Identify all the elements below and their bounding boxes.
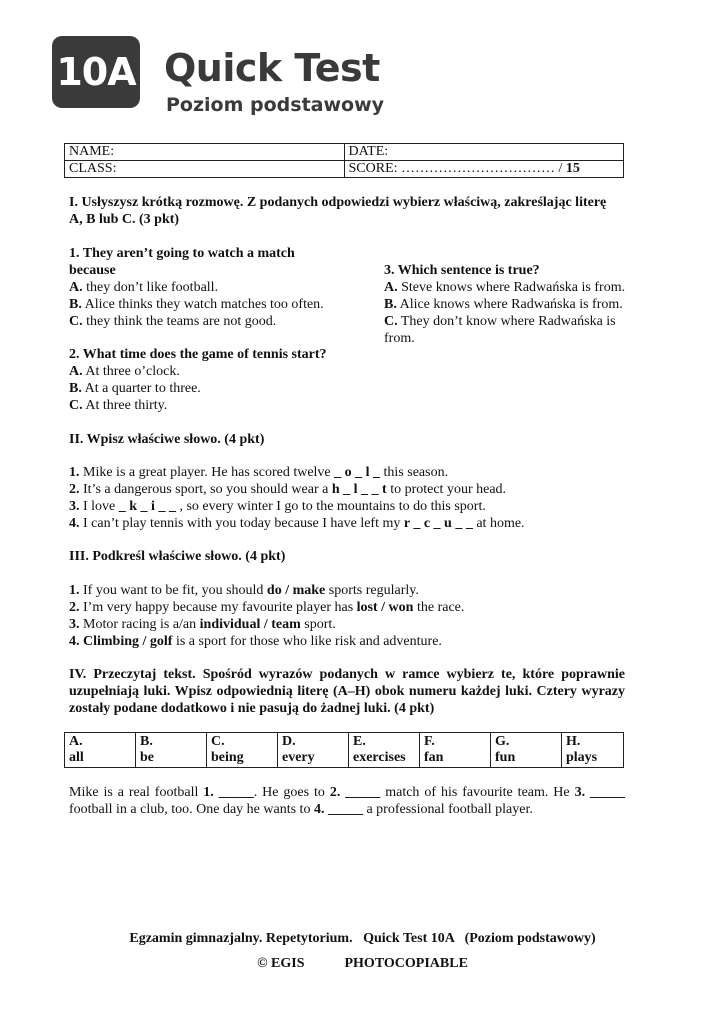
word-gap: _ o _ l _ — [334, 465, 381, 480]
word-letter: A. — [69, 734, 83, 749]
gap-text: match of his favourite team. He — [380, 785, 575, 800]
s2-item-3 — [69, 498, 486, 515]
word-gap: h _ l _ _ t — [331, 482, 387, 497]
word-bank-cell — [278, 733, 349, 768]
option-letter: B. — [384, 297, 397, 312]
item-number: 1. — [69, 583, 80, 598]
word-bank-cell — [136, 733, 207, 768]
item-number: 2. — [69, 600, 80, 615]
footer-copyright — [0, 956, 725, 972]
option-text: they don’t like football. — [86, 280, 219, 295]
word-letter: H. — [566, 734, 581, 749]
item-text: , so every winter I go to the mountains to do this sport. — [175, 499, 486, 514]
gap-text: . He goes to — [253, 785, 330, 800]
option-letter: A. — [384, 280, 398, 295]
item-text: If you want to be fit, you should — [83, 583, 267, 598]
option-letter: A. — [69, 364, 83, 379]
q1-option-a — [69, 279, 218, 296]
word-gap: _ k _ i _ _ — [118, 499, 176, 514]
option-text: At three thirty. — [85, 398, 168, 413]
item-text: to protect your head. — [386, 482, 507, 497]
word-text: plays — [566, 750, 598, 765]
logo-badge: 10A — [52, 36, 140, 108]
section-4-title-line2: uzupełniają luki. Wpisz odpowiednią literę (A–H) obok numeru każdej luki. Cztery wyrazy — [69, 684, 625, 699]
section-1-title-line1: I. Usłyszysz krótką rozmowę. Z podanych odpowiedzi wybierz właściwą, zakreślając literę — [69, 195, 607, 210]
item-text: Mike is a great player. He has scored twelve — [83, 465, 335, 480]
choice-options: do / make — [266, 583, 326, 598]
word-bank-cell — [65, 733, 136, 768]
s2-item-2 — [69, 481, 506, 498]
q2-question: 2. What time does the game of tennis start? — [69, 347, 327, 362]
page-title: Quick Test — [164, 46, 380, 90]
q3-option-a — [384, 279, 625, 296]
item-number: 4. — [69, 516, 80, 531]
word-letter: E. — [353, 734, 366, 749]
item-text: is a sport for those who like risk and adventure. — [172, 634, 442, 649]
option-letter: B. — [69, 297, 82, 312]
q3-question: 3. Which sentence is true? — [384, 263, 540, 278]
option-text: At three o’clock. — [85, 364, 180, 379]
word-bank-cell — [491, 733, 562, 768]
item-text: I love — [83, 499, 119, 514]
date-field: DATE: — [344, 144, 624, 161]
item-text: sports regularly. — [325, 583, 419, 598]
s2-item-1 — [69, 464, 448, 481]
item-text: this season. — [380, 465, 449, 480]
option-letter: C. — [384, 314, 398, 329]
option-text: Alice thinks they watch matches too often. — [84, 297, 324, 312]
score-label: SCORE: …………………………… / — [348, 161, 566, 176]
q1-question-line1: 1. They aren’t going to watch a match — [69, 246, 295, 261]
item-number: 3. — [69, 617, 80, 632]
name-field: NAME: — [65, 144, 345, 161]
gap-2: 2. _____ — [329, 785, 381, 800]
word-letter: C. — [211, 734, 225, 749]
score-total: 15 — [565, 161, 580, 176]
section-1-title-line2: A, B lub C. (3 pkt) — [69, 212, 180, 227]
option-text: Alice knows where Radwańska is from. — [399, 297, 623, 312]
option-letter: C. — [69, 314, 83, 329]
item-text: at home. — [472, 516, 525, 531]
item-text: Motor racing is a/an — [83, 617, 200, 632]
student-info-table — [64, 143, 624, 178]
s2-item-4 — [69, 515, 525, 532]
gap-text: a professional football player. — [362, 802, 533, 817]
word-bank-cell — [207, 733, 278, 768]
choice-options: individual / team — [199, 617, 301, 632]
word-bank-cell — [562, 733, 624, 768]
footer-title: Egzamin gimnazjalny. Repetytorium. Quick Test 10A (Poziom podstawowy) — [129, 931, 596, 946]
choice-options: lost / won — [356, 600, 414, 615]
option-text: Steve knows where Radwańska is from. — [401, 280, 626, 295]
q3-option-b — [384, 296, 623, 313]
section-3-title: III. Podkreśl właściwe słowo. (4 pkt) — [69, 549, 286, 564]
word-bank-table — [64, 732, 624, 768]
word-text: every — [282, 750, 315, 765]
s3-item-4 — [69, 633, 442, 650]
option-text: They don’t know where Radwańska is — [400, 314, 616, 329]
gap-3: 3. _____ — [574, 785, 626, 800]
item-text: sport. — [300, 617, 336, 632]
word-letter: D. — [282, 734, 296, 749]
gap-text-line1 — [69, 784, 625, 801]
option-text: they think the teams are not good. — [86, 314, 277, 329]
s3-item-2 — [69, 599, 464, 616]
item-number: 1. — [69, 465, 80, 480]
q1-question-line2: because — [69, 263, 116, 278]
option-letter: C. — [69, 398, 83, 413]
q2-option-b — [69, 380, 201, 397]
q1-option-c — [69, 313, 276, 330]
word-text: exercises — [353, 750, 406, 765]
gap-text: Mike is a real football — [69, 785, 204, 800]
s3-item-1 — [69, 582, 419, 599]
item-number: 2. — [69, 482, 80, 497]
item-text: the race. — [413, 600, 465, 615]
choice-options: Climbing / golf — [83, 634, 173, 649]
item-number: 4. — [69, 634, 80, 649]
option-letter: A. — [69, 280, 83, 295]
q2-option-a — [69, 363, 180, 380]
class-field: CLASS: — [65, 161, 345, 178]
copyright-text: © EGIS — [257, 956, 305, 971]
page-subtitle: Poziom podstawowy — [166, 94, 385, 116]
word-text: fan — [424, 750, 444, 765]
score-field — [344, 161, 624, 178]
q3-option-c — [384, 313, 616, 330]
word-letter: F. — [424, 734, 435, 749]
photocopiable-text: PHOTOCOPIABLE — [344, 956, 468, 971]
word-text: all — [69, 750, 84, 765]
word-text: fun — [495, 750, 516, 765]
gap-text-line2 — [69, 801, 533, 818]
word-text: being — [211, 750, 244, 765]
word-letter: B. — [140, 734, 153, 749]
gap-1: 1. _____ — [203, 785, 254, 800]
gap-4: 4. _____ — [313, 802, 363, 817]
gap-text: football in a club, too. One day he wants to — [69, 802, 314, 817]
word-gap: r _ c _ u _ _ — [403, 516, 473, 531]
section-4-title-line3: zostały podane dodatkowo i nie pasują do żadnej luki. (4 pkt) — [69, 701, 435, 716]
section-4-title-line1: IV. Przeczytaj tekst. Spośród wyrazów podanych w ramce wybierz te, które poprawnie — [69, 667, 625, 682]
word-bank-cell — [349, 733, 420, 768]
q2-option-c — [69, 397, 167, 414]
section-2-title: II. Wpisz właściwe słowo. (4 pkt) — [69, 432, 265, 447]
item-text: It’s a dangerous sport, so you should wear a — [83, 482, 332, 497]
q3-option-c-cont: from. — [384, 331, 415, 346]
word-text: be — [140, 750, 154, 765]
q1-option-b — [69, 296, 324, 313]
item-text: I’m very happy because my favourite player has — [83, 600, 357, 615]
item-text: I can’t play tennis with you today because I have left my — [83, 516, 404, 531]
s3-item-3 — [69, 616, 336, 633]
option-letter: B. — [69, 381, 82, 396]
word-letter: G. — [495, 734, 510, 749]
item-number: 3. — [69, 499, 80, 514]
option-text: At a quarter to three. — [84, 381, 201, 396]
word-bank-cell — [420, 733, 491, 768]
